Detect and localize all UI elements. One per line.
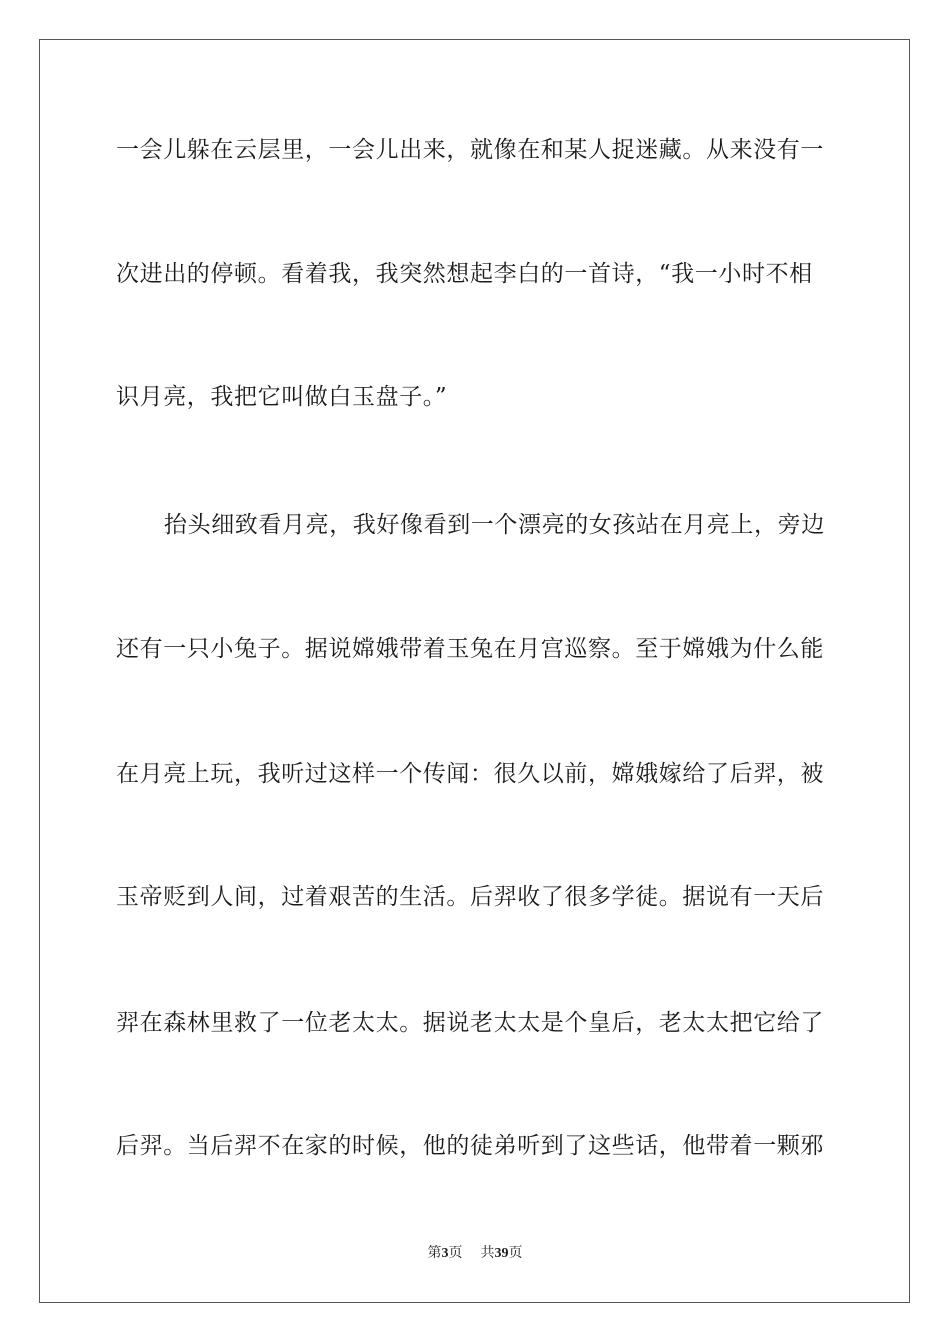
total-suffix: 页 xyxy=(508,1246,523,1261)
text-line-6: 在月亮上玩，我听过这样一个传闻：很久以前，嫦娥嫁给了后羿，被 xyxy=(116,761,824,787)
text-line-8: 羿在森林里救了一位老太太。据说老太太是个皇后，老太太把它给了 xyxy=(116,1010,824,1036)
text-line-2: 次进出的停顿。看着我，我突然想起李白的一首诗，“我一小时不相 xyxy=(116,261,813,287)
page-footer xyxy=(0,1245,950,1263)
page-suffix: 页 xyxy=(448,1246,463,1261)
text-line-4-paragraph-start: 抬头细致看月亮，我好像看到一个漂亮的女孩站在月亮上，旁边 xyxy=(164,512,825,538)
total-prefix: 共 xyxy=(480,1246,495,1261)
text-line-3: 识月亮，我把它叫做白玉盘子。” xyxy=(116,384,448,410)
total-pages: 39 xyxy=(494,1246,509,1261)
page-prefix: 第 xyxy=(427,1246,442,1261)
page-border xyxy=(39,39,910,1303)
text-line-5: 还有一只小兔子。据说嫦娥带着玉兔在月宫巡察。至于嫦娥为什么能 xyxy=(116,636,824,662)
page-number: 3 xyxy=(441,1246,449,1261)
text-line-9: 后羿。当后羿不在家的时候，他的徒弟听到了这些话，他带着一颗邪 xyxy=(116,1133,824,1159)
text-line-1: 一会儿躲在云层里，一会儿出来，就像在和某人捉迷藏。从来没有一 xyxy=(116,137,824,163)
text-line-7: 玉帝贬到人间，过着艰苦的生活。后羿收了很多学徒。据说有一天后 xyxy=(116,884,824,910)
